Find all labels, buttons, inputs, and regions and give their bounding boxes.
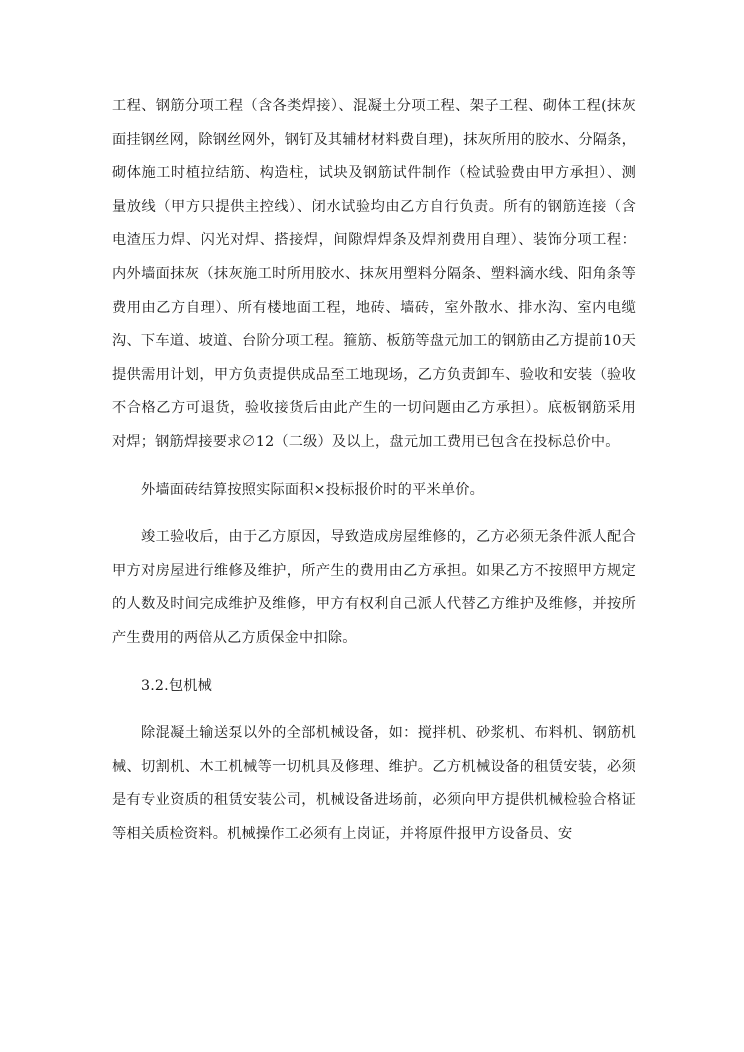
paragraph-scope-of-work: 工程、钢筋分项工程（含各类焊接）、混凝土分项工程、架子工程、砌体工程(抹灰面挂钢丝网，除钢丝网外，钢钉及其辅材材料费自理)，抹灰所用的胶水、分隔条，砌体施工时植拉结筋、构造柱，试块及钢筋试件制作（检试验费由甲方承担）、测量放线（甲方只提供主控线）、闭水试验均由乙方自行负责。所有的钢筋连接（含电渣压力焊、闪光对焊、搭接焊，间隙焊焊条及焊剂费用自理）、装饰分项工程：内外墙面抹灰（抹灰施工时所用胶水、抹灰用塑料分隔条、塑料滴水线、阳角条等费用由乙方自理）、所有楼地面工程，地砖、墙砖，室外散水、排水沟、室内电缆沟、下车道、坡道、台阶分项工程。箍筋、板筋等盘元加工的钢筋由乙方提前10天提供需用计划，甲方负责提供成品至工地现场，乙方负责卸车、验收和安装（验收不合格乙方可退货，验收接货后由此产生的一切问题由乙方承担）。底板钢筋采用对焊；钢筋焊接要求∅12（二级）及以上，盘元加工费用已包含在投标总价中。 [112, 98, 636, 450]
section-heading-machinery: 3.2.包机械 [141, 677, 213, 694]
paragraph-gap [112, 507, 636, 521]
paragraph-maintenance: 竣工验收后，由于乙方原因，导致造成房屋维修的，乙方必须无条件派人配合甲方对房屋进行维修及维护，所产生的费用由乙方承担。如果乙方不按照甲方规定的人数及时间完成维护及维修，甲方有权利自己派人代替乙方维护及维修，并按所产生费用的两倍从乙方质保金中扣除。 [112, 529, 636, 646]
document-page [112, 90, 636, 851]
paragraph-gap [112, 703, 636, 717]
paragraph-gap [112, 460, 636, 474]
paragraph-gap [112, 656, 636, 670]
paragraph-machinery: 除混凝土输送泵以外的全部机械设备，如：搅拌机、砂浆机、布料机、钢筋机械、切割机、木工机械等一切机具及修理、维护。乙方机械设备的租赁安装，必须是有专业资质的租赁安装公司，机械设备进场前，必须向甲方提供机械检验合格证等相关质检资料。机械操作工必须有上岗证，并将原件报甲方设备员、安 [112, 725, 636, 842]
paragraph-tile-settlement: 外墙面砖结算按照实际面积×投标报价时的平米单价。 [141, 481, 485, 498]
